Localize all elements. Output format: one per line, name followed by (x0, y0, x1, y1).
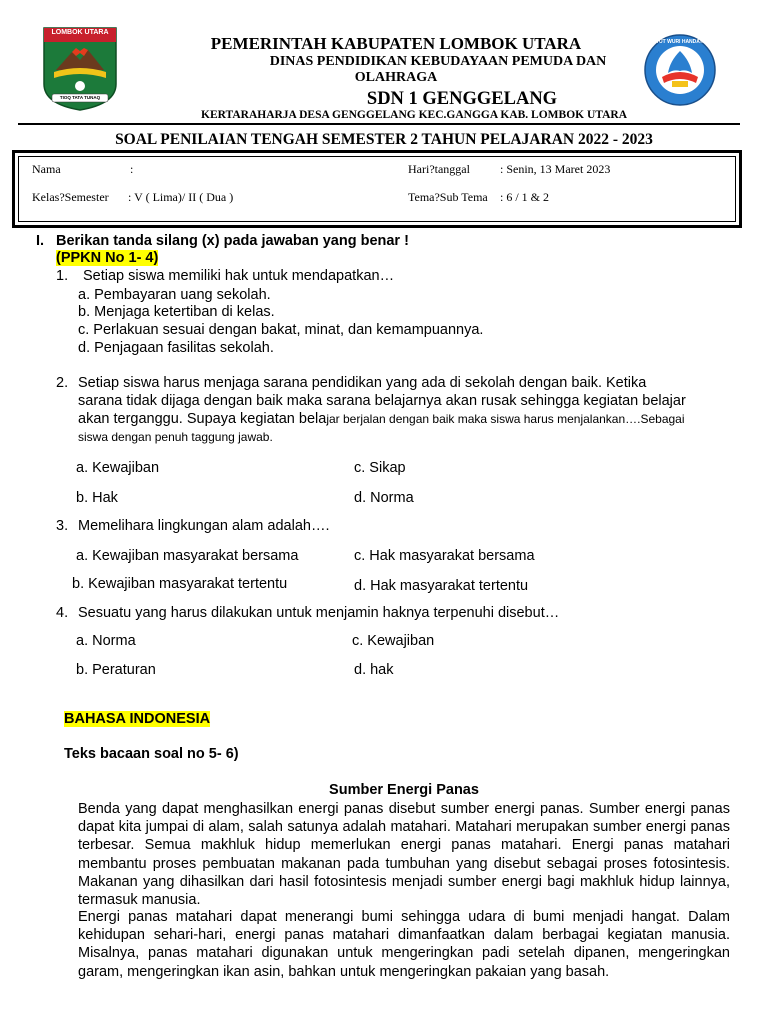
q2-option-c: c. Sikap (354, 460, 406, 476)
logo-left-title: LOMBOK UTARA (51, 29, 109, 36)
name-label: Nama (32, 162, 61, 176)
q3-option-c: c. Hak masyarakat bersama (354, 548, 535, 564)
q3-text: Memelihara lingkungan alam adalah…. (78, 518, 330, 534)
q2-number: 2. (56, 375, 69, 391)
q1-number: 1. (56, 268, 69, 284)
reading-label: Teks bacaan soal no 5- 6) (64, 746, 239, 762)
q3-option-a: a. Kewajiban masyarakat bersama (76, 548, 299, 564)
department-line-1: DINAS PENDIDIKAN KEBUDAYAAN PEMUDA DAN (269, 54, 607, 69)
section-number: I. (36, 233, 45, 249)
q3-option-b: b. Kewajiban masyarakat tertentu (72, 576, 288, 592)
date-label: Hari?tanggal (408, 162, 470, 176)
government-title: PEMERINTAH KABUPATEN LOMBOK UTARA (210, 34, 582, 53)
school-name: SDN 1 GENGGELANG (366, 89, 558, 109)
q2-option-a: a. Kewajiban (76, 460, 160, 476)
section-instruction: Berikan tanda silang (x) pada jawaban yang benar ! (56, 233, 409, 249)
q2-line-2: sarana tidak dijaga dengan baik maka sarana belajarnya akan rusak sehingga kegiatan belajar (78, 393, 686, 409)
date-value: : Senin, 13 Maret 2023 (500, 162, 611, 176)
q1-option-b: b. Menjaga ketertiban di kelas. (78, 304, 275, 320)
exam-title: SOAL PENILAIAN TENGAH SEMESTER 2 TAHUN PELAJARAN 2022 - 2023 (115, 131, 653, 148)
q4-option-d: d. hak (354, 662, 394, 678)
logo-left-ribbon: TIOQ TATA TUNAQ (59, 95, 101, 100)
reading-paragraph-1: Benda yang dapat menghasilkan energi panas disebut sumber energi panas. Sumber energi panas dapat kita jumpai di alam, salah satunya adalah matahari. Matahari merupakan sumber energi panas terbesar. Semua makhluk hidup memerlukan energi panas matahari. Energi panas matahari membantu proses pembuatan makanan pada tumbuhan yang disebut sebagai proses fotosintesis. Makanan yang dihasilkan dari hasil fotosintesis menjadi sumber energi bagi makhluk hidup lainnya, termasuk manusia. (78, 801, 730, 909)
reading-paragraph-2: Energi panas matahari dapat menerangi bumi sehingga udara di bumi menjadi hangat. Dalam kehidupan sehari-hari, energi panas matahari dimanfaatkan dalam berbagai kegiatan manusia. Misalnya, panas matahari digunakan untuk mengeringkan padi setelah dipanen, mengeringkan garam, mengeringkan ikan asin, bahkan untuk mengeringkan pakaian yang basah. (78, 909, 730, 980)
q3-number: 3. (56, 518, 69, 534)
q2-option-d: d. Norma (354, 490, 414, 506)
theme-value: : 6 / 1 & 2 (500, 190, 550, 204)
class-label: Kelas?Semester (32, 190, 109, 204)
name-colon: : (130, 162, 134, 176)
student-identity-box (12, 150, 742, 228)
q2-line-3 (78, 411, 685, 427)
q2-line-1: Setiap siswa harus menjaga sarana pendidikan yang ada di sekolah dengan baik. Ketika (78, 375, 647, 391)
q1-text: Setiap siswa memiliki hak untuk mendapatkan… (83, 268, 395, 284)
q4-option-a: a. Norma (76, 633, 136, 649)
q2-option-b: b. Hak (76, 490, 118, 506)
header-divider (18, 123, 740, 125)
q4-number: 4. (56, 605, 69, 621)
q3-option-d: d. Hak masyarakat tertentu (354, 578, 529, 594)
q4-text: Sesuatu yang harus dilakukan untuk menjamin haknya terpenuhi disebut… (78, 605, 560, 621)
ppkn-subject-label: (PPKN No 1- 4) (56, 250, 159, 266)
q2-line-3-main: akan terganggu. Supaya kegiatan bela (78, 411, 327, 427)
class-value: : V ( Lima)/ II ( Dua ) (128, 190, 234, 204)
q1-option-d: d. Penjagaan fasilitas sekolah. (78, 340, 274, 356)
q4-option-c: c. Kewajiban (352, 633, 435, 649)
theme-label: Tema?Sub Tema (408, 190, 488, 204)
logo-right-motto: TUT WURI HANDAYANI (656, 39, 711, 45)
q4-option-b: b. Peraturan (76, 662, 156, 678)
bahasa-indonesia-heading: BAHASA INDONESIA (64, 711, 211, 727)
q2-line-4: siswa dengan penuh taggung jawab. (78, 430, 273, 444)
q1-option-a: a. Pembayaran uang sekolah. (78, 287, 271, 303)
reading-title: Sumber Energi Panas (329, 782, 479, 798)
department-line-2: OLAHRAGA (354, 70, 438, 85)
q2-line-3-small: jar berjalan dengan baik maka siswa harus menjalankan….Sebagai (326, 412, 685, 426)
school-address: KERTARAHARJA DESA GENGGELANG KEC.GANGGA KAB. LOMBOK UTARA (201, 109, 627, 121)
q1-option-c: c. Perlakuan sesuai dengan bakat, minat, dan kemampuannya. (78, 322, 484, 338)
